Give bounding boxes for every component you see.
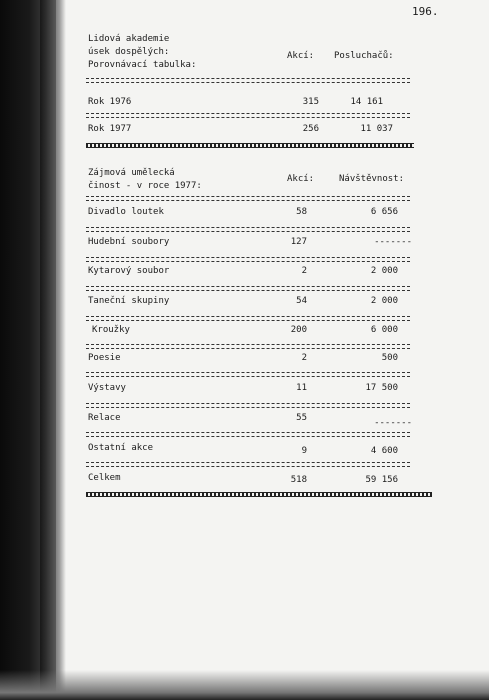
divider [86, 376, 410, 377]
page-number: 196. [412, 5, 439, 18]
section2-row-label: Kroužky [92, 325, 130, 335]
section2-row-label: Hudební soubory [88, 237, 170, 247]
section2-row-attendance: 4 600 [370, 446, 398, 456]
section1-row-listeners: 14 161 [350, 97, 383, 107]
binding-shadow [40, 0, 56, 700]
section2-row-actions: 2 [301, 353, 307, 363]
section2-row-actions: 11 [296, 383, 307, 393]
section2-col-attendance: Návštěvnost: [339, 174, 405, 184]
section2-row-label: Ostatní akce [88, 443, 154, 453]
divider [86, 462, 410, 463]
divider [86, 432, 410, 433]
divider [86, 257, 410, 258]
section2-row-actions: 55 [296, 413, 307, 423]
section1-col-listeners: Posluchačů: [334, 51, 394, 61]
divider [86, 348, 410, 349]
divider [86, 436, 410, 437]
section2-title-line2: činost - v roce 1977: [88, 181, 202, 191]
section1-title-line3: Porovnávací tabulka: [88, 60, 197, 70]
divider [86, 290, 410, 291]
divider [86, 82, 410, 83]
section1-row-actions: 315 [302, 97, 319, 107]
divider [86, 403, 410, 404]
section2-row-actions: 2 [301, 266, 307, 276]
divider [86, 231, 410, 232]
section2-row-total-label: Celkem [88, 473, 121, 483]
section1-row-listeners: 11 037 [360, 124, 393, 134]
book-spine-shadow [0, 0, 66, 700]
section2-row-actions: 127 [290, 237, 307, 247]
divider [86, 320, 410, 321]
divider [86, 286, 410, 287]
divider [86, 344, 410, 345]
divider [86, 117, 410, 118]
section1-title-line2: úsek dospělých: [88, 47, 170, 57]
section2-row-label: Kytarový soubor [88, 266, 170, 276]
double-rule [86, 492, 432, 497]
section1-title-line1: Lidová akademie [88, 34, 170, 44]
divider [86, 261, 410, 262]
divider [86, 78, 410, 79]
divider [86, 316, 410, 317]
section2-row-attendance: 500 [381, 353, 398, 363]
section2-row-label: Poesie [88, 353, 121, 363]
section2-title-line1: Zájmová umělecká [88, 168, 175, 178]
section2-row-label: Taneční skupiny [88, 296, 170, 306]
section2-row-actions: 58 [296, 207, 307, 217]
section2-row-actions: 54 [296, 296, 307, 306]
section2-row-label: Relace [88, 413, 121, 423]
divider [86, 227, 410, 228]
divider [86, 196, 410, 197]
section2-row-attendance: 17 500 [365, 383, 398, 393]
section1-row-actions: 256 [302, 124, 319, 134]
divider [86, 200, 410, 201]
section2-row-actions: 200 [290, 325, 307, 335]
section2-row-attendance: ------- [374, 418, 412, 428]
section2-row-attendance: 6 000 [370, 325, 398, 335]
section2-col-actions: Akcí: [287, 174, 315, 184]
section2-row-actions: 9 [301, 446, 307, 456]
double-rule [86, 143, 414, 148]
section1-row-label: Rok 1976 [88, 97, 132, 107]
section1-row-label: Rok 1977 [88, 124, 132, 134]
section2-row-attendance: 6 656 [370, 207, 398, 217]
divider [86, 372, 410, 373]
section2-row-attendance: 2 000 [370, 266, 398, 276]
section2-row-label: Divadlo loutek [88, 207, 164, 217]
divider [86, 407, 410, 408]
divider [86, 113, 410, 114]
section2-row-attendance: 2 000 [370, 296, 398, 306]
section2-row-total-attendance: 59 156 [365, 475, 398, 485]
divider [86, 466, 410, 467]
section1-col-actions: Akcí: [287, 51, 315, 61]
section2-row-label: Výstavy [88, 383, 126, 393]
section2-row-attendance: ------- [374, 237, 412, 247]
bottom-edge-shadow [0, 670, 489, 700]
section2-row-total-actions: 518 [290, 475, 307, 485]
